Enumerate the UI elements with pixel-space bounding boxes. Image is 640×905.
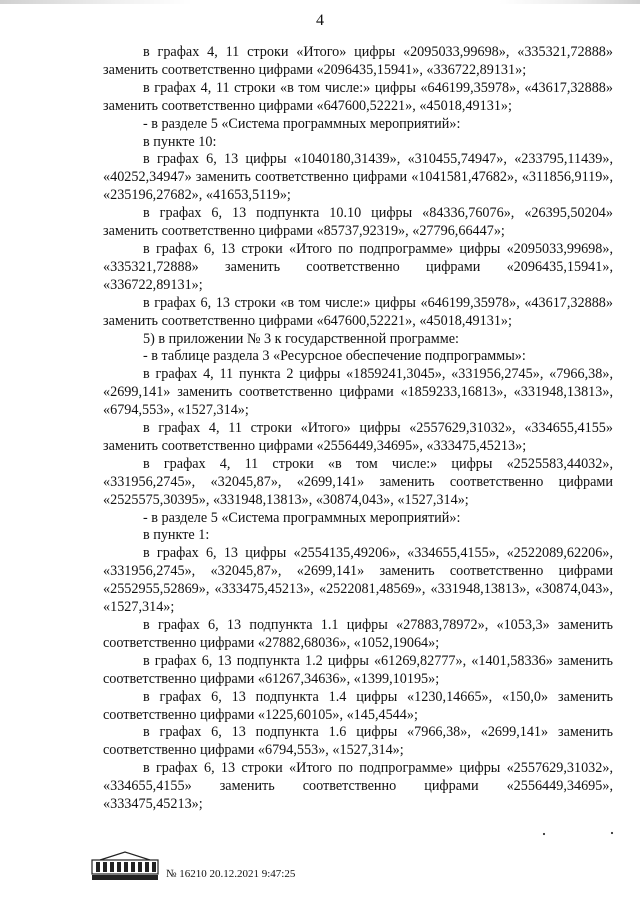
paragraph-7: в графах 6, 13 строки «Итого по подпрограмме» цифры «2095033,99698», «335321,72888» заменить соответственно цифрами «2096435,15941», «336722,89131»; — [103, 240, 613, 293]
paragraph-18: в графах 6, 13 подпункта 1.2 цифры «61269,82777», «1401,58336» заменить соответственно цифрами «61267,34636», «1399,10195»; — [103, 652, 613, 687]
paragraph-16: в графах 6, 13 цифры «2554135,49206», «334655,4155», «2522089,62206», «331956,2745», «32045,87», «2699,141» заменить соответственно цифрами «2552955,52869», «333475,45213», «2522081,48569», «331948,13813», «30874,043», «1527,314»; — [103, 545, 613, 616]
paragraph-14: - в разделе 5 «Система программных мероприятий»: — [143, 509, 461, 526]
registry-stamp-icon — [90, 850, 160, 882]
paragraph-17: в графах 6, 13 подпункта 1.1 цифры «27883,78972», «1053,3» заменить соответственно цифрами «27882,68036», «1052,19064»; — [103, 617, 613, 651]
document-body — [103, 44, 613, 814]
paragraph-5: в графах 6, 13 цифры «1040180,31439», «310455,74947», «233795,11439», «40252,34947» заменить соответственно цифрами «1041581,47682», «311856,9119», «235196,27682», «41653,5119»; — [103, 151, 613, 204]
paragraph-9: 5) в приложении № 3 к государственной программе: — [143, 330, 459, 347]
paragraph-6: в графах 6, 13 подпункта 10.10 цифры «84336,76076», «26395,50204» заменить соответственно цифрами «85737,92319», «27796,66447»; — [103, 205, 613, 240]
paragraph-15: в пункте 1: — [143, 527, 210, 544]
document-registration-stamp: № 16210 20.12.2021 9:47:25 — [166, 868, 296, 880]
scan-specks — [540, 830, 620, 840]
paragraph-2: в графах 4, 11 строки «в том числе:» цифры «646199,35978», «43617,32888» заменить соответственно цифрами «647600,52221», «45018,49131»; — [103, 79, 613, 114]
paragraph-20: в графах 6, 13 подпункта 1.6 цифры «7966,38», «2699,141» заменить соответственно цифрами «6794,553», «1527,314»; — [103, 724, 613, 759]
paragraph-10: - в таблице раздела 3 «Ресурсное обеспечение подпрограммы»: — [143, 348, 526, 365]
paragraph-13: в графах 4, 11 строки «в том числе:» цифры «2525583,44032», «331956,2745», «32045,87», «2699,141» заменить соответственно цифрами «2525575,30395», «331948,13813», «30874,043», «1527,314»; — [103, 455, 613, 508]
paragraph-19: в графах 6, 13 подпункта 1.4 цифры «1230,14665», «150,0» заменить соответственно цифрами «1225,60105», «145,4544»; — [103, 688, 613, 723]
scan-edge-shadow — [0, 0, 640, 4]
paragraph-4: в пункте 10: — [143, 133, 217, 150]
paragraph-3: - в разделе 5 «Система программных мероприятий»: — [143, 115, 461, 132]
paragraph-12: в графах 4, 11 строки «Итого» цифры «2557629,31032», «334655,4155» заменить соответственно цифрами «2556449,34695», «333475,45213»; — [103, 420, 613, 454]
footer — [90, 850, 610, 890]
paragraph-8: в графах 6, 13 строки «в том числе:» цифры «646199,35978», «43617,32888» заменить соответственно цифрами «647600,52221», «45018,49131»; — [103, 294, 613, 329]
page-number: 4 — [316, 12, 324, 29]
paragraph-1: в графах 4, 11 строки «Итого» цифры «2095033,99698», «335321,72888» заменить соответственно цифрами «2096435,15941», «336722,89131»; — [103, 44, 613, 78]
paragraph-21: в графах 6, 13 строки «Итого по подпрограмме» цифры «2557629,31032», «334655,4155» заменить соответственно цифрами «2556449,34695», «333475,45213»; — [103, 760, 613, 813]
paragraph-11: в графах 4, 11 пункта 2 цифры «1859241,3045», «331956,2745», «7966,38», «2699,141» заменить соответственно цифрами «1859233,16813», «331948,13813», «6794,553», «1527,314»; — [103, 366, 613, 419]
